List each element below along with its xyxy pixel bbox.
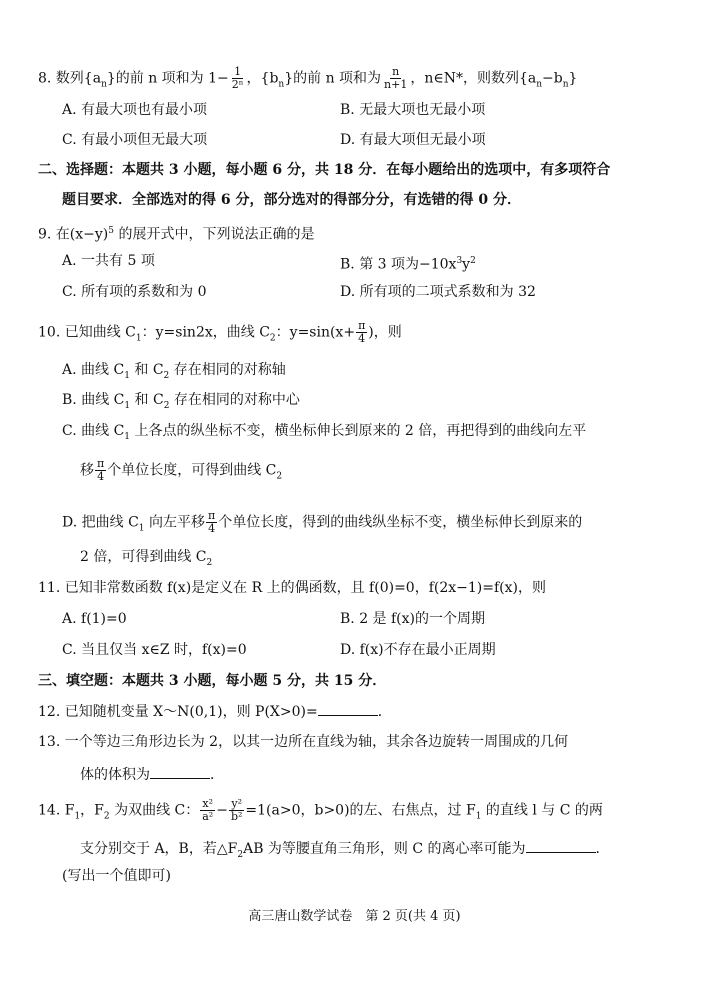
q10-option-d: D. 把曲线 $C_1$ 向左平移 $\frac{\pi}{4}$ 个单位长度，得到的曲线纵坐标不变，横坐标伸长到原来的 [62,509,583,535]
q14-stem-cont: 支分别交于 A，B，若$\triangle F_2AB$ 为等腰直角三角形，则 C 的离心率可能为 ． [80,838,610,865]
q10-fraction-pi-4: $\frac{\pi}{4}$ [97,457,105,483]
q10-fraction-pi-4: $\frac{\pi}{4}$ [207,509,216,535]
q8-fraction-2: $\frac{n}{n+1}$ [384,65,408,91]
q10-fraction-pi-4: $\frac{\pi}{4}$ [358,319,366,345]
section2-heading: 二、选择题：本题共 3 小题，每小题 6 分，共 18 分．在每小题给出的选项中，有多项符合 [38,162,611,178]
q14-note: (写出一个值即可) [62,868,171,884]
q13-stem: 13. 一个等边三角形边长为 2，以其一边所在直线为轴，其余各边旋转一周围成的几何 [38,734,569,750]
q11-option-b: B. 2 是 f(x)的一个周期 [340,611,485,627]
q12-answer-blank[interactable] [318,701,378,716]
q13-stem-cont: 体的体积为 ． [80,764,224,785]
q12-stem: 12. 已知随机变量 X～N(0,1)，则 P(X>0)= ． [38,701,392,722]
q11-option-c: C. 当且仅当 x∈Z 时，f(x)=0 [62,642,247,658]
q9-option-a: A. 一共有 5 项 [62,253,155,269]
q10-option-c: C. 曲线 $C_1$ 上各点的纵坐标不变，横坐标伸长到原来的 2 倍，再把得到的曲线向左平 [62,423,587,442]
q10-option-d-cont: 2 倍，可得到曲线 $C_2$ [80,549,213,568]
section3-heading: 三、填空题：本题共 3 小题，每小题 5 分，共 15 分． [38,673,387,689]
q13-answer-blank[interactable] [150,764,210,779]
q11-stem: 11. 已知非常数函数 f(x)是定义在 R 上的偶函数，且 f(0)=0，f(2x−1)=f(x)，则 [38,580,546,596]
q8-option-b: B. 无最大项也无最小项 [340,102,486,118]
q10-stem: 10. 已知曲线 $C_1$：y=sin2x，曲线 $C_2$：y=sin(x+ $\frac{\pi}{4}$ )，则 [38,319,402,345]
q9-option-d: D. 所有项的二项式系数和为 32 [340,284,536,300]
q10-option-b: B. 曲线 $C_1$ 和 $C_2$ 存在相同的对称中心 [62,392,300,411]
q11-option-a: A. f(1)=0 [62,611,127,627]
q8-option-a: A. 有最大项也有最小项 [62,102,208,118]
q9-option-b: B. 第 3 项为$-10x^3y^2$ [340,256,476,273]
q10-option-a: A. 曲线 $C_1$ 和 $C_2$ 存在相同的对称轴 [62,362,286,381]
page-footer: 高三唐山数学试卷 第 2 页(共 4 页) [248,909,461,924]
q14-fraction-y2-b2: $\frac{\text{y²}}{\text{b²}}$ [230,797,243,823]
q9-option-c: C. 所有项的系数和为 0 [62,284,207,300]
q8-option-d: D. 有最大项但无最小项 [340,132,486,148]
q8-fraction-1: $\frac{1}{\text{2ⁿ}}$ [231,65,244,91]
q11-option-d: D. f(x)不存在最小正周期 [340,642,496,658]
q8-stem: 8. 数列$\{a_n\}$的前 n 项和为 1− $\frac{1}{\text{2ⁿ}}$ ，$\{b_n\}$的前 n 项和为 $\frac{n}{n+1}$ ，n∈N*，则数列$\{a_n-b_n\}$ [38,65,578,91]
q8-option-c: C. 有最小项但无最大项 [62,132,208,148]
q14-fraction-x2-a2: $\frac{\text{x²}}{\text{a²}}$ [202,797,214,823]
q9-stem: 9. 在$(x-y)^5$ 的展开式中，下列说法正确的是 [38,226,315,243]
q10-option-c-cont: 移 $\frac{\pi}{4}$ 个单位长度，可得到曲线 $C_2$ [80,457,283,483]
section2-heading-cont: 题目要求．全部选对的得 6 分，部分选对的得部分分，有选错的得 0 分． [62,192,521,208]
q14-stem: 14. $F_1$，$F_2$ 为双曲线 C： $\frac{\text{x²}}{\text{a²}}$ − $\frac{\text{y²}}{\text{b²}}$ =1(a>0，b>0)的左、右焦点，过 $F_1$ 的直线 l 与 C 的两 [38,797,603,823]
q14-answer-blank[interactable] [526,838,596,853]
